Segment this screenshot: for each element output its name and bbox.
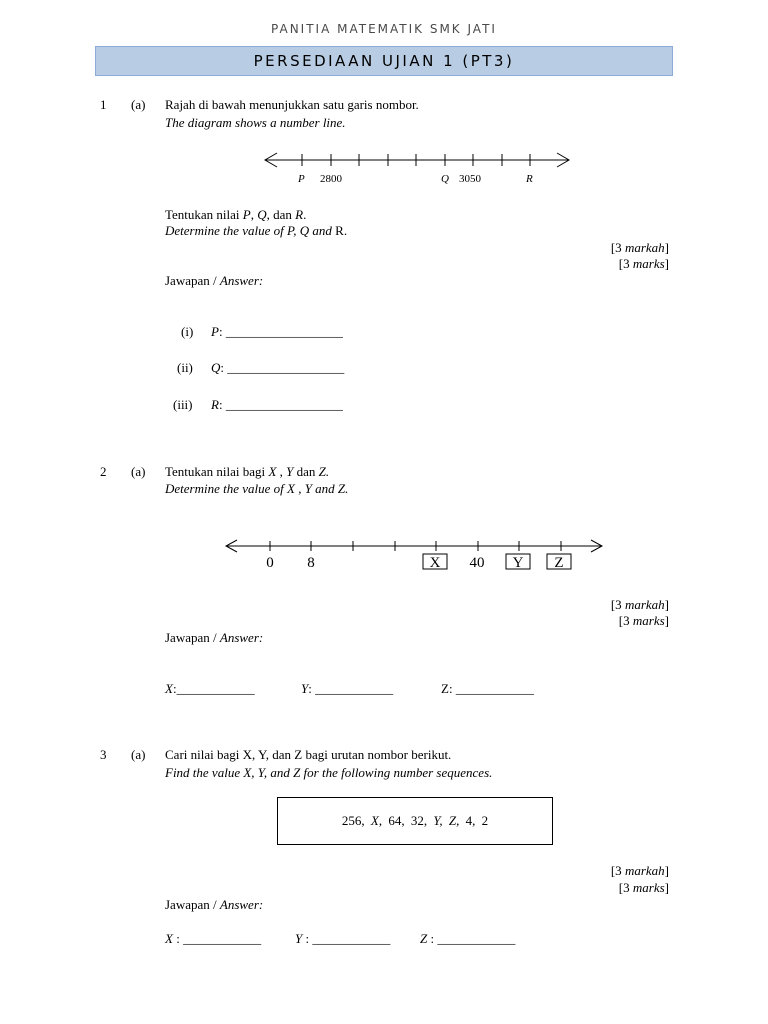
q3-seq-term: 4, — [465, 813, 476, 828]
q3-seq-term: 32, — [410, 813, 428, 828]
q1-part: (a) — [131, 97, 146, 112]
q1-task-en: Determine the value of P, Q and R. — [165, 223, 348, 238]
q1-label-3050: 3050 — [459, 173, 481, 185]
q1-label-q: Q — [441, 173, 449, 185]
q1-label-p: P — [298, 173, 305, 185]
q2-part: (a) — [131, 464, 146, 479]
q3-seq-term: X, — [370, 813, 383, 828]
q1-intro-ms: Rajah di bawah menunjukkan satu garis nombor. — [165, 97, 419, 112]
q1-marks-en: [3 marks] — [618, 256, 669, 271]
q1-answer-r-field[interactable]: R: __________________ — [211, 397, 343, 412]
q3-task-en: Find the value X, Y, and Z for the following number sequences. — [165, 765, 493, 780]
q3-answer-y-field[interactable]: Y : ____________ — [295, 931, 391, 946]
q3-seq-term: 64, — [388, 813, 405, 828]
q3-number: 3 — [100, 747, 107, 762]
q2-task-en: Determine the value of X , Y and Z. — [165, 481, 349, 496]
q2-marks-en: [3 marks] — [618, 613, 669, 628]
q1-answer-p-field[interactable]: P: __________________ — [211, 324, 343, 339]
q1-answer-iii-roman: (iii) — [173, 397, 193, 412]
q3-seq-term: Z, — [448, 813, 460, 828]
school-header: PANITIA MATEMATIK SMK JATI — [271, 22, 497, 36]
q1-label-r: R — [526, 173, 533, 185]
q2-answer-z-field[interactable]: Z: ____________ — [441, 681, 534, 696]
q3-sequence-box — [277, 797, 553, 845]
q1-task-ms: Tentukan nilai P, Q, dan R. — [165, 207, 307, 222]
q1-answer-i-roman: (i) — [181, 324, 194, 339]
q3-answer-z-field[interactable]: Z : ____________ — [420, 931, 516, 946]
q3-part: (a) — [131, 747, 146, 762]
q2-label-8: 8 — [307, 555, 315, 571]
q3-seq-term: 2 — [481, 813, 489, 828]
q3-marks-en: [3 marks] — [618, 880, 669, 895]
title-text: PERSEDIAAN UJIAN 1 (PT3) — [253, 52, 515, 70]
q2-marks-ms: [3 markah] — [610, 597, 669, 612]
q1-answer-q-field[interactable]: Q: __________________ — [211, 360, 345, 375]
q1-number: 1 — [100, 97, 107, 112]
q2-answer-y-field[interactable]: Y: ____________ — [301, 681, 394, 696]
q2-label-z: Z — [554, 555, 564, 571]
q1-marks-ms: [3 markah] — [610, 240, 669, 255]
q2-answer-x-field[interactable]: X:____________ — [165, 681, 255, 696]
q1-answer-label: Jawapan / Answer: — [165, 273, 264, 288]
q2-label-0: 0 — [266, 555, 274, 571]
q1-intro-en: The diagram shows a number line. — [165, 115, 346, 130]
q2-answer-label: Jawapan / Answer: — [165, 630, 264, 645]
q3-task-ms: Cari nilai bagi X, Y, dan Z bagi urutan nombor berikut. — [165, 747, 452, 762]
q2-label-x: X — [429, 555, 441, 571]
q3-answer-x-field[interactable]: X : ____________ — [165, 931, 262, 946]
q3-marks-ms: [3 markah] — [610, 863, 669, 878]
q2-task-ms: Tentukan nilai bagi X , Y dan Z. — [165, 464, 330, 479]
q1-label-2800: 2800 — [320, 173, 342, 185]
q2-label-40: 40 — [469, 555, 485, 571]
q3-answer-label: Jawapan / Answer: — [165, 897, 264, 912]
q3-seq-term: 256, — [341, 813, 365, 828]
q2-number: 2 — [100, 464, 107, 479]
q2-label-y: Y — [512, 555, 524, 571]
q1-answer-ii-roman: (ii) — [177, 360, 193, 375]
q3-seq-term: Y, — [433, 813, 443, 828]
